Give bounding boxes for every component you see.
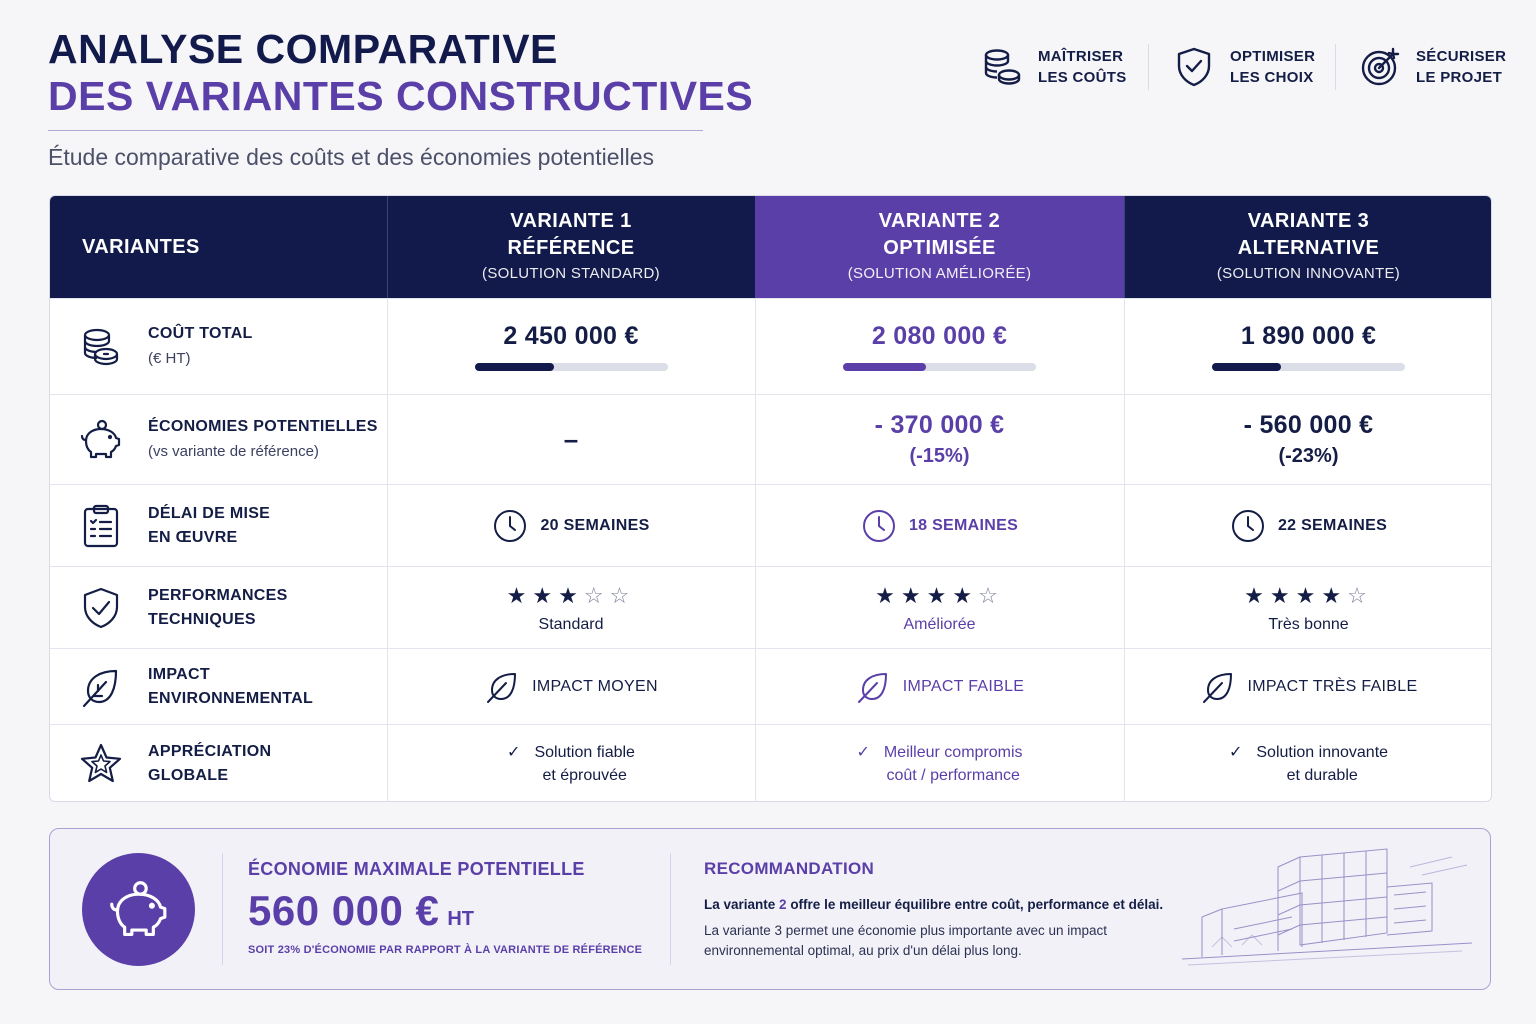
column-divider [755, 298, 756, 802]
cost-bar-track [843, 363, 1036, 371]
max-saving-note: SOIT 23% D'ÉCONOMIE PAR RAPPORT À LA VARIANTE DE RÉFÉRENCE [248, 944, 643, 956]
delay-cell-variant-1 [387, 485, 755, 566]
row-label-performance [50, 567, 387, 648]
leaf-icon [855, 669, 891, 705]
star-filled-icon: ★ [1295, 582, 1322, 608]
savings-cell-variant-2 [755, 395, 1124, 484]
clock-icon [861, 508, 897, 544]
savings-percent: (-15%) [909, 444, 970, 467]
cost-cell-variant-3 [1124, 299, 1492, 394]
savings-value: - 560 000 € [1243, 410, 1374, 439]
appreciation-cell-variant-1 [387, 725, 755, 802]
cost-cell-variant-2 [755, 299, 1124, 394]
table-row-cost [50, 298, 1492, 394]
star-filled-icon: ★ [1244, 582, 1270, 608]
row-title-performance-1: PERFORMANCES [148, 586, 288, 604]
impact-cell-variant-3 [1124, 649, 1492, 724]
table-row-impact [50, 648, 1492, 724]
cost-bar-fill [1212, 363, 1281, 371]
appreciation-line1: Meilleur compromis [883, 744, 1023, 761]
recommendation-title: RECOMMANDATION [704, 859, 875, 878]
row-title-delay-2: EN ŒUVRE [148, 528, 238, 546]
star-filled-icon: ★ [900, 582, 927, 608]
appreciation-cell-variant-2 [755, 725, 1124, 802]
performance-label: Standard [538, 615, 604, 633]
performance-cell-variant-2 [755, 567, 1124, 648]
delay-value: 18 SEMAINES [908, 516, 1019, 534]
recommendation-main [704, 897, 1163, 912]
benefit-project-line2: LE PROJET [1416, 69, 1503, 86]
star-filled-icon: ★ [532, 582, 559, 608]
cost-value: 2 450 000 € [503, 322, 639, 350]
star-filled-icon: ★ [952, 582, 979, 608]
table-header [50, 196, 1492, 298]
savings-cell-variant-3 [1124, 395, 1492, 484]
target-icon [1358, 45, 1402, 89]
recommendation-variant: 2 [779, 897, 787, 912]
star-empty-icon: ☆ [609, 582, 636, 608]
header-cell-variant-2 [755, 196, 1124, 298]
summary-divider [222, 853, 223, 965]
delay-cell-variant-2 [755, 485, 1124, 566]
leaf-icon [484, 669, 520, 705]
cost-bar-track [475, 363, 668, 371]
shield-check-icon [78, 585, 124, 631]
coins-icon [980, 45, 1024, 89]
cost-value: 1 890 000 € [1240, 322, 1377, 350]
performance-label: Très bonne [1268, 615, 1349, 633]
table-row-delay [50, 484, 1492, 566]
variant-2-desc: (SOLUTION AMÉLIORÉE) [847, 265, 1032, 282]
savings-badge [82, 853, 195, 966]
star-rating [507, 582, 636, 610]
cost-bar-fill [843, 363, 926, 371]
appreciation-line1: Solution innovante [1256, 744, 1389, 761]
star-filled-icon: ★ [926, 582, 953, 608]
summary-divider [670, 853, 671, 965]
leaf-icon [1200, 669, 1236, 705]
clock-icon [492, 508, 528, 544]
row-title-savings: ÉCONOMIES POTENTIELLES [148, 417, 378, 435]
row-label-savings [50, 395, 387, 484]
benefit-choices [1172, 40, 1315, 94]
star-empty-icon: ☆ [583, 582, 610, 608]
savings-cell-variant-1 [387, 395, 755, 484]
cost-value: 2 080 000 € [871, 322, 1008, 350]
impact-value: IMPACT FAIBLE [902, 677, 1025, 695]
appreciation-line2: et éprouvée [542, 767, 627, 784]
performance-cell-variant-3 [1124, 567, 1492, 648]
recommendation-pre: La variante [704, 897, 780, 912]
impact-value: IMPACT MOYEN [532, 677, 658, 695]
star-filled-icon: ★ [1269, 582, 1296, 608]
page-title-line-2: DES VARIANTES CONSTRUCTIVES [48, 73, 754, 119]
benefit-project-line1: SÉCURISER [1416, 48, 1507, 65]
variant-1-name: VARIANTE 1 [510, 210, 632, 232]
page-subtitle: Étude comparative des coûts et des économies potentielles [48, 144, 655, 170]
benefit-choices-line2: LES CHOIX [1230, 69, 1314, 86]
appreciation-line2: et durable [1286, 767, 1358, 784]
star-filled-icon: ★ [1321, 582, 1348, 608]
max-saving-unit: HT [447, 908, 475, 930]
row-title-cost: COÛT TOTAL [148, 324, 253, 342]
coins-icon [78, 324, 124, 370]
check-icon: ✓ [856, 744, 870, 761]
benefit-project [1358, 40, 1506, 94]
check-icon: ✓ [1228, 744, 1243, 761]
recommendation-post: offre le meilleur équilibre entre coût, performance et délai. [786, 897, 1164, 912]
row-label-cost [50, 299, 387, 394]
table-row-appreciation [50, 724, 1492, 802]
max-saving-amount: 560 000 € [248, 887, 440, 934]
star-filled-icon: ★ [875, 582, 901, 608]
row-sub-savings: (vs variante de référence) [148, 442, 319, 460]
variant-3-name: VARIANTE 3 [1247, 210, 1370, 232]
star-rating [1244, 582, 1373, 610]
building-sketch-illustration [1182, 847, 1472, 975]
variant-3-type: ALTERNATIVE [1237, 237, 1380, 259]
leaf-icon [78, 664, 124, 710]
appreciation-line2: coût / performance [886, 767, 1020, 784]
variant-1-desc: (SOLUTION STANDARD) [482, 265, 660, 282]
row-label-appreciation [50, 725, 387, 802]
impact-cell-variant-2 [755, 649, 1124, 724]
row-title-impact-2: ENVIRONNEMENTAL [148, 689, 314, 707]
header-cell-variant-1 [387, 196, 755, 298]
header-label: VARIANTES [82, 235, 200, 258]
savings-value: – [563, 424, 579, 454]
star-empty-icon: ☆ [978, 582, 1004, 608]
header-divider [387, 196, 388, 298]
row-title-impact-1: IMPACT [148, 665, 210, 683]
benefit-divider [1335, 44, 1336, 90]
row-title-appreciation-1: APPRÉCIATION [148, 743, 272, 760]
benefit-divider [1148, 44, 1149, 90]
comparison-table [49, 195, 1492, 802]
star-rating [875, 582, 1004, 610]
benefit-costs-line1: MAÎTRISER [1038, 48, 1124, 65]
row-label-delay [50, 485, 387, 566]
variant-2-name: VARIANTE 2 [878, 210, 1001, 232]
appreciation-cell-variant-3 [1124, 725, 1492, 802]
delay-value: 22 SEMAINES [1277, 516, 1388, 534]
star-filled-icon: ★ [558, 582, 584, 608]
star-empty-icon: ☆ [1347, 582, 1373, 608]
benefit-choices-line1: OPTIMISER [1230, 48, 1316, 65]
benefits-bar [980, 40, 1507, 94]
table-row-savings [50, 394, 1492, 484]
benefit-costs-line2: LES COÛTS [1038, 69, 1127, 86]
max-saving-title: ÉCONOMIE MAXIMALE POTENTIELLE [248, 859, 585, 879]
performance-cell-variant-1 [387, 567, 755, 648]
check-icon: ✓ [507, 744, 521, 761]
header-cell-variantes [50, 196, 387, 298]
summary-panel [49, 828, 1491, 990]
recommendation-detail: La variante 3 permet une économie plus importante avec un impact environnemental optimal, au prix d'un délai plus long. [704, 923, 1107, 958]
page-title-line-1: ANALYSE COMPARATIVE [48, 26, 558, 72]
variant-2-type: OPTIMISÉE [883, 237, 996, 259]
max-saving-value [248, 887, 474, 935]
appreciation-line1: Solution fiable [534, 744, 635, 761]
savings-value: - 370 000 € [874, 410, 1005, 439]
savings-percent: (-23%) [1278, 444, 1339, 467]
clipboard-icon [78, 503, 124, 549]
table-row-performance [50, 566, 1492, 648]
shield-check-icon [1172, 45, 1216, 89]
variant-1-type: RÉFÉRENCE [507, 237, 635, 259]
cost-cell-variant-1 [387, 299, 755, 394]
cost-bar-fill [475, 363, 554, 371]
star-filled-icon: ★ [506, 582, 533, 608]
delay-value: 20 SEMAINES [540, 516, 650, 534]
impact-cell-variant-1 [387, 649, 755, 724]
delay-cell-variant-3 [1124, 485, 1492, 566]
header-divider [1124, 196, 1125, 298]
performance-label: Améliorée [903, 615, 976, 633]
column-divider [1124, 298, 1125, 802]
star-icon [78, 741, 124, 787]
title-divider [48, 130, 703, 131]
row-title-delay-1: DÉLAI DE MISE [148, 504, 271, 522]
row-title-appreciation-2: GLOBALE [148, 767, 229, 784]
cost-bar-track [1212, 363, 1405, 371]
column-divider [387, 298, 388, 802]
impact-value: IMPACT TRÈS FAIBLE [1247, 677, 1418, 695]
row-sub-cost: (€ HT) [148, 349, 191, 367]
piggy-bank-icon [78, 417, 124, 463]
benefit-costs [980, 40, 1127, 94]
clock-icon [1230, 508, 1266, 544]
row-label-impact [50, 649, 387, 724]
header-cell-variant-3 [1124, 196, 1492, 298]
row-title-performance-2: TECHNIQUES [148, 610, 256, 628]
variant-3-desc: (SOLUTION INNOVANTE) [1216, 265, 1401, 282]
piggy-bank-icon [106, 877, 172, 943]
